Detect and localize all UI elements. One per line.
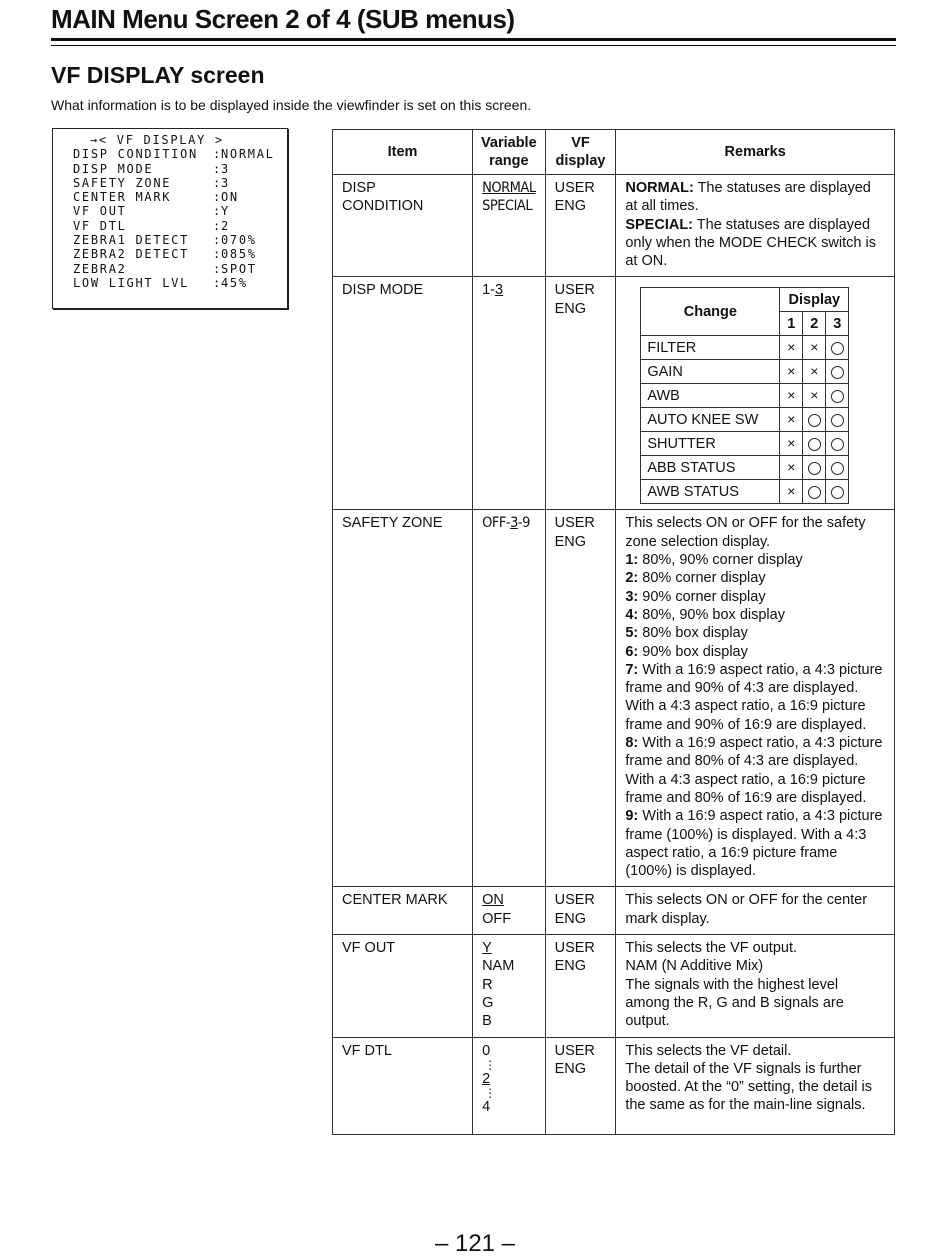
cross-icon [803, 360, 826, 384]
menu-row-value: 3 [221, 175, 230, 190]
safety-zone-option [625, 643, 885, 661]
vf-disp-condition [545, 175, 616, 277]
menu-row [73, 262, 287, 276]
safety-zone-option [625, 624, 885, 642]
inner-mode-3: 3 [826, 312, 849, 336]
header-vf-line2: display [555, 153, 606, 169]
option-number: 8: [625, 735, 639, 752]
vf-vf-dtl [545, 1037, 616, 1134]
menu-row-label: ZEBRA2 [73, 261, 127, 276]
menu-row [73, 204, 287, 218]
table-row [333, 887, 895, 935]
circle-icon [831, 342, 844, 355]
circle-icon [831, 438, 844, 451]
display-mode-item: SHUTTER [641, 432, 780, 456]
option-text: 80% box display [638, 625, 748, 642]
circle-icon [803, 408, 826, 432]
remarks-safety-zone [616, 510, 895, 887]
item-text: DISP [342, 180, 376, 196]
item-disp-condition [333, 175, 473, 277]
option-text: With a 16:9 aspect ratio, a 4:3 picture frame and 80% of 4:3 are displayed. With a 4:3 aspect ratio, a 16:9 picture frame and 80% of 16:9 are displayed. [625, 735, 883, 806]
menu-row-value: Y [221, 204, 230, 219]
circle-icon [831, 366, 844, 379]
remark-text: The detail of the VF signals is further boosted. At the “0” setting, the detail is the same as for the main-line signals. [625, 1060, 872, 1114]
circle-icon [826, 360, 849, 384]
cross-icon [780, 480, 803, 504]
cross-icon: × [810, 362, 819, 379]
display-mode-row [641, 408, 849, 432]
cross-icon: × [810, 338, 819, 355]
table-row [333, 510, 895, 887]
menu-row-value: 085% [221, 247, 257, 262]
menu-row-label: DISP CONDITION [73, 147, 198, 162]
circle-icon [808, 462, 821, 475]
remark-label: NORMAL: [625, 180, 694, 196]
option-number: 1: [625, 552, 639, 569]
menu-row-value: SPOT [221, 261, 257, 276]
option-text: With a 16:9 aspect ratio, a 4:3 picture frame (100%) is displayed. With a 4:3 aspect ratio, a 16:9 picture frame (100%) is displayed. [625, 808, 883, 880]
remark-text: This selects ON or OFF for the safety zone selection display. [625, 515, 866, 550]
option-number: 6: [625, 643, 639, 660]
table-row [333, 277, 895, 510]
remarks-center-mark: This selects ON or OFF for the center mark display. [616, 887, 895, 935]
cross-icon [780, 360, 803, 384]
circle-icon [826, 336, 849, 360]
range-disp-condition [473, 175, 546, 277]
vf-vf-out [545, 935, 616, 1037]
cross-icon: × [787, 410, 796, 427]
title-rule-thin [51, 45, 896, 46]
menu-row-label: LOW LIGHT LVL [73, 275, 190, 290]
option-number: 3: [625, 588, 639, 605]
vf-user: USER [554, 282, 595, 299]
title-rule [51, 38, 896, 41]
range-option: NAM [482, 958, 515, 975]
menu-row-separator: : [213, 275, 222, 290]
cross-icon: × [787, 338, 796, 355]
safety-zone-option [625, 807, 885, 880]
range-option: 4 [482, 1099, 491, 1116]
circle-icon [831, 462, 844, 475]
menu-row [73, 162, 287, 176]
cross-icon: × [787, 434, 796, 451]
option-text: 80% corner display [638, 570, 766, 587]
menu-row-value: NORMAL [221, 147, 275, 162]
menu-row-separator: : [213, 204, 222, 219]
vf-eng: ENG [554, 910, 587, 927]
page-number: – 121 – [434, 1230, 516, 1257]
display-mode-item: FILTER [641, 336, 780, 360]
vf-eng: ENG [554, 958, 587, 975]
circle-icon [803, 432, 826, 456]
range-option: B [482, 1013, 492, 1030]
vf-eng: ENG [554, 533, 587, 550]
option-text: 90% corner display [638, 588, 766, 605]
display-mode-item: AWB STATUS [641, 480, 780, 504]
display-mode-row [641, 432, 849, 456]
inner-mode-2: 2 [803, 312, 826, 336]
display-mode-table [640, 287, 849, 504]
menu-row-value: 070% [221, 233, 257, 248]
option-number: 7: [625, 661, 639, 678]
inner-header-change: Change [641, 288, 780, 336]
range-option: SPECIAL [482, 198, 533, 215]
range-prefix: 1- [482, 282, 495, 299]
safety-zone-option [625, 661, 885, 734]
menu-row [73, 247, 287, 261]
range-prefix: OFF- [482, 515, 511, 532]
range-center-mark [473, 887, 546, 935]
item-disp-mode: DISP MODE [333, 277, 473, 510]
menu-row-separator: : [213, 147, 222, 162]
menu-rows [73, 147, 287, 290]
menu-row-value: ON [221, 190, 239, 205]
menu-row-separator: : [213, 218, 222, 233]
option-text: 80%, 90% box display [638, 606, 785, 623]
vf-user: USER [554, 180, 595, 196]
circle-icon [831, 414, 844, 427]
menu-row [73, 176, 287, 190]
circle-icon [826, 480, 849, 504]
circle-icon [808, 486, 821, 499]
display-mode-row [641, 384, 849, 408]
item-vf-dtl: VF DTL [333, 1037, 473, 1134]
vf-display-menu-screen [52, 128, 288, 309]
range-vf-dtl [473, 1037, 546, 1134]
cross-icon: × [810, 386, 819, 403]
inner-rows [641, 336, 849, 504]
range-option: OFF [482, 910, 512, 927]
cross-icon [803, 384, 826, 408]
section-title: VF DISPLAY screen [51, 62, 265, 88]
inner-header-display: Display [780, 288, 849, 312]
menu-row-value: 2 [221, 218, 230, 233]
range-suffix: -9 [517, 515, 530, 532]
cross-icon [780, 384, 803, 408]
menu-row [73, 147, 287, 161]
menu-row-label: DISP MODE [73, 161, 154, 176]
menu-row-value: 3 [221, 161, 230, 176]
range-vf-out [473, 935, 546, 1037]
menu-row-separator: : [213, 261, 222, 276]
cross-icon [803, 336, 826, 360]
circle-icon [808, 414, 821, 427]
menu-row [73, 219, 287, 233]
safety-zone-option [625, 734, 885, 807]
menu-row [73, 276, 287, 290]
range-option: 0 [482, 1042, 491, 1059]
cross-icon [780, 408, 803, 432]
header-remarks: Remarks [616, 130, 895, 175]
circle-icon [808, 438, 821, 451]
header-vf-line1: VF [571, 134, 590, 151]
menu-row-separator: : [213, 190, 222, 205]
circle-icon [826, 408, 849, 432]
item-center-mark: CENTER MARK [333, 887, 473, 935]
menu-row-separator: : [213, 247, 222, 262]
menu-row-label: ZEBRA2 DETECT [73, 247, 190, 262]
circle-icon [826, 456, 849, 480]
remarks-disp-mode [616, 277, 895, 510]
range-default: NORMAL [482, 180, 536, 196]
cross-icon [780, 456, 803, 480]
cross-icon: × [787, 386, 796, 403]
remark-text: This selects the VF output. [625, 940, 798, 957]
vertical-ellipsis-icon: ⋮ [484, 1057, 497, 1072]
vf-user: USER [554, 1042, 595, 1059]
display-mode-row [641, 336, 849, 360]
remarks-vf-dtl [616, 1037, 895, 1134]
remark-text: The signals with the highest level among the R, G and B signals are output. [625, 976, 844, 1030]
menu-row-label: VF OUT [73, 204, 127, 219]
circle-icon [831, 486, 844, 499]
safety-zone-options [625, 551, 885, 880]
table-header-row [333, 130, 895, 175]
display-mode-row [641, 360, 849, 384]
table-row [333, 175, 895, 277]
range-default: 2 [482, 1070, 491, 1087]
header-item: Item [333, 130, 473, 175]
menu-row-label: VF DTL [73, 218, 127, 233]
vf-eng: ENG [554, 1060, 587, 1077]
item-safety-zone: SAFETY ZONE [333, 510, 473, 887]
inner-mode-1: 1 [780, 312, 803, 336]
menu-row-separator: : [213, 233, 222, 248]
menu-screen-title: →< VF DISPLAY > [90, 133, 224, 147]
cross-icon: × [787, 458, 796, 475]
remarks-disp-condition [616, 175, 895, 277]
item-vf-out: VF OUT [333, 935, 473, 1037]
display-mode-row [641, 480, 849, 504]
settings-table [332, 129, 895, 1135]
circle-icon [826, 384, 849, 408]
header-vf-display [545, 130, 616, 175]
range-default: 3 [494, 282, 504, 299]
menu-row [73, 233, 287, 247]
circle-icon [803, 456, 826, 480]
menu-row [73, 190, 287, 204]
header-range-line1: Variable [481, 134, 537, 151]
option-number: 4: [625, 606, 639, 623]
option-text: 90% box display [638, 643, 748, 660]
header-variable-range [473, 130, 546, 175]
safety-zone-option [625, 551, 885, 569]
range-option: G [482, 994, 494, 1011]
section-intro: What information is to be displayed inside the viewfinder is set on this screen. [51, 97, 532, 113]
remark-text: The statuses are displayed only when the MODE CHECK switch is at ON. [625, 216, 876, 270]
circle-icon [803, 480, 826, 504]
range-safety-zone [473, 510, 546, 887]
safety-zone-option [625, 606, 885, 624]
display-mode-item: AWB [641, 384, 780, 408]
display-mode-item: ABB STATUS [641, 456, 780, 480]
range-default: Y [482, 940, 492, 957]
display-mode-item: AUTO KNEE SW [641, 408, 780, 432]
vf-safety-zone [545, 510, 616, 887]
option-text: With a 16:9 aspect ratio, a 4:3 picture frame and 90% of 4:3 are displayed. With a 4:3 aspect ratio, a 16:9 picture frame and 90% of 16:9 are displayed. [625, 661, 883, 733]
circle-icon [831, 390, 844, 403]
page-title: MAIN Menu Screen 2 of 4 (SUB menus) [51, 4, 515, 34]
display-mode-row [641, 456, 849, 480]
cross-icon: × [787, 362, 796, 379]
menu-row-value: 45% [221, 275, 248, 290]
option-number: 5: [625, 625, 639, 642]
vf-user: USER [554, 892, 595, 909]
vf-user: USER [554, 940, 595, 957]
table-row [333, 1037, 895, 1134]
range-option: R [482, 976, 493, 993]
range-default: 3 [510, 515, 518, 532]
option-number: 2: [625, 570, 639, 587]
safety-zone-option [625, 588, 885, 606]
menu-row-separator: : [213, 175, 222, 190]
menu-row-label: CENTER MARK [73, 190, 172, 205]
remark-label: SPECIAL: [625, 216, 694, 233]
table-row [333, 935, 895, 1037]
circle-icon [826, 432, 849, 456]
menu-row-label: SAFETY ZONE [73, 175, 172, 190]
cross-icon: × [787, 482, 796, 499]
vf-eng: ENG [554, 198, 587, 215]
header-range-line2: range [489, 153, 529, 169]
menu-row-separator: : [213, 161, 222, 176]
vf-user: USER [554, 515, 595, 532]
remarks-vf-out [616, 935, 895, 1037]
option-text: 80%, 90% corner display [638, 552, 803, 569]
item-text: CONDITION [342, 198, 424, 215]
range-default: ON [482, 892, 504, 909]
cross-icon [780, 336, 803, 360]
safety-zone-option [625, 569, 885, 587]
option-number: 9: [625, 808, 639, 825]
display-mode-item: GAIN [641, 360, 780, 384]
cross-icon [780, 432, 803, 456]
vertical-ellipsis-icon: ⋮ [484, 1086, 497, 1101]
menu-row-label: ZEBRA1 DETECT [73, 233, 190, 248]
remark-text: This selects the VF detail. [625, 1042, 792, 1059]
vf-disp-mode [545, 277, 616, 510]
remark-text: The statuses are displayed at all times. [625, 180, 871, 215]
vf-center-mark [545, 887, 616, 935]
remark-text: NAM (N Additive Mix) [625, 958, 764, 975]
vf-eng: ENG [554, 300, 587, 317]
range-disp-mode [473, 277, 546, 510]
